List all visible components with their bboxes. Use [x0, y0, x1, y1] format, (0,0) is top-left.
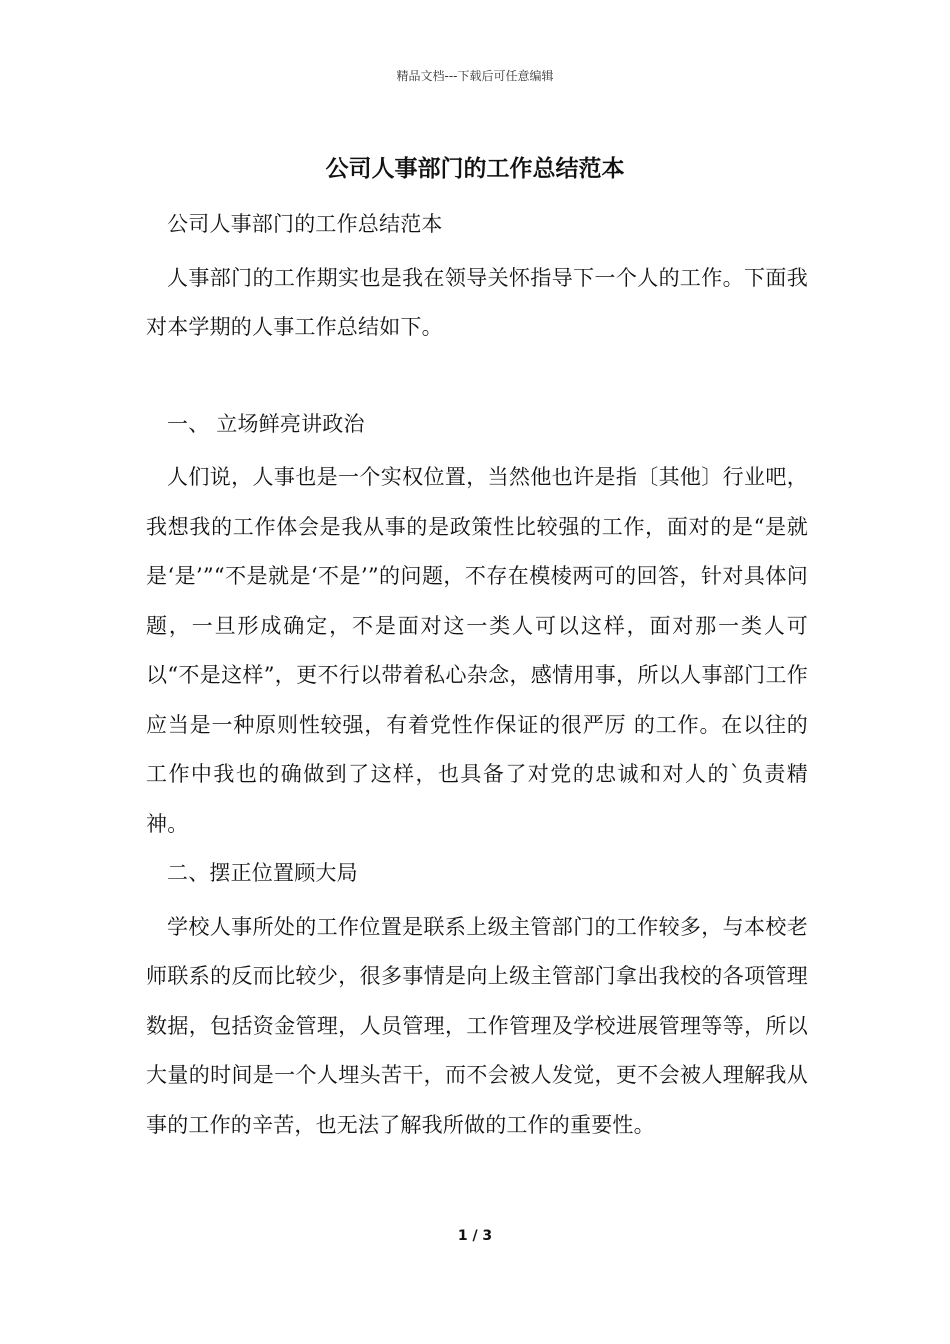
page-indicator: 1 / 3	[457, 1228, 493, 1244]
document-title: 公司人事部门的工作总结范本	[325, 155, 625, 182]
document-body	[146, 200, 808, 1150]
header-note: 精品文档---下载后可任意编辑	[396, 69, 554, 83]
section-body-2: 学校人事所处的工作位置是联系上级主管部门的工作较多，与本校老师联系的反而比较少，很多事情是向上级主管部门拿出我校的各项管理数据，包括资金管理，人员管理，工作管理及学校进展管理等等，所以大量的时间是一个人埋头苦干，而不会被人发觉，更不会被人理解我从事的工作的辛苦，也无法了解我所做的工作的重要性。	[146, 914, 808, 1137]
section-body-1: 人们说，人事也是一个实权位置，当然他也许是指〔其他〕行业吧，我想我的工作体会是我从事的是政策性比较强的工作，面对的是“是就是‘是’”“不是就是‘不是’”的问题，不存在模棱两可的回答，针对具体问题，一旦形成确定，不是面对这一类人可以这样，面对那一类人可以“不是这样”，更不行以带着私心杂念，感情用事，所以人事部门工作应当是一种原则性较强，有着党性作保证的很严厉 的工作。在以往的工作中我也的确做到了这样，也具备了对党的忠诚和对人的`负责精神。	[146, 465, 808, 836]
section-heading-1: 一、 立场鲜亮讲政治	[167, 411, 365, 436]
document-subtitle: 公司人事部门的工作总结范本	[167, 212, 443, 236]
intro-paragraph: 人事部门的工作期实也是我在领导关怀指导下一个人的工作。下面我对本学期的人事工作总结如下。	[146, 265, 808, 339]
section-heading-2: 二、摆正位置顾大局	[167, 861, 358, 885]
